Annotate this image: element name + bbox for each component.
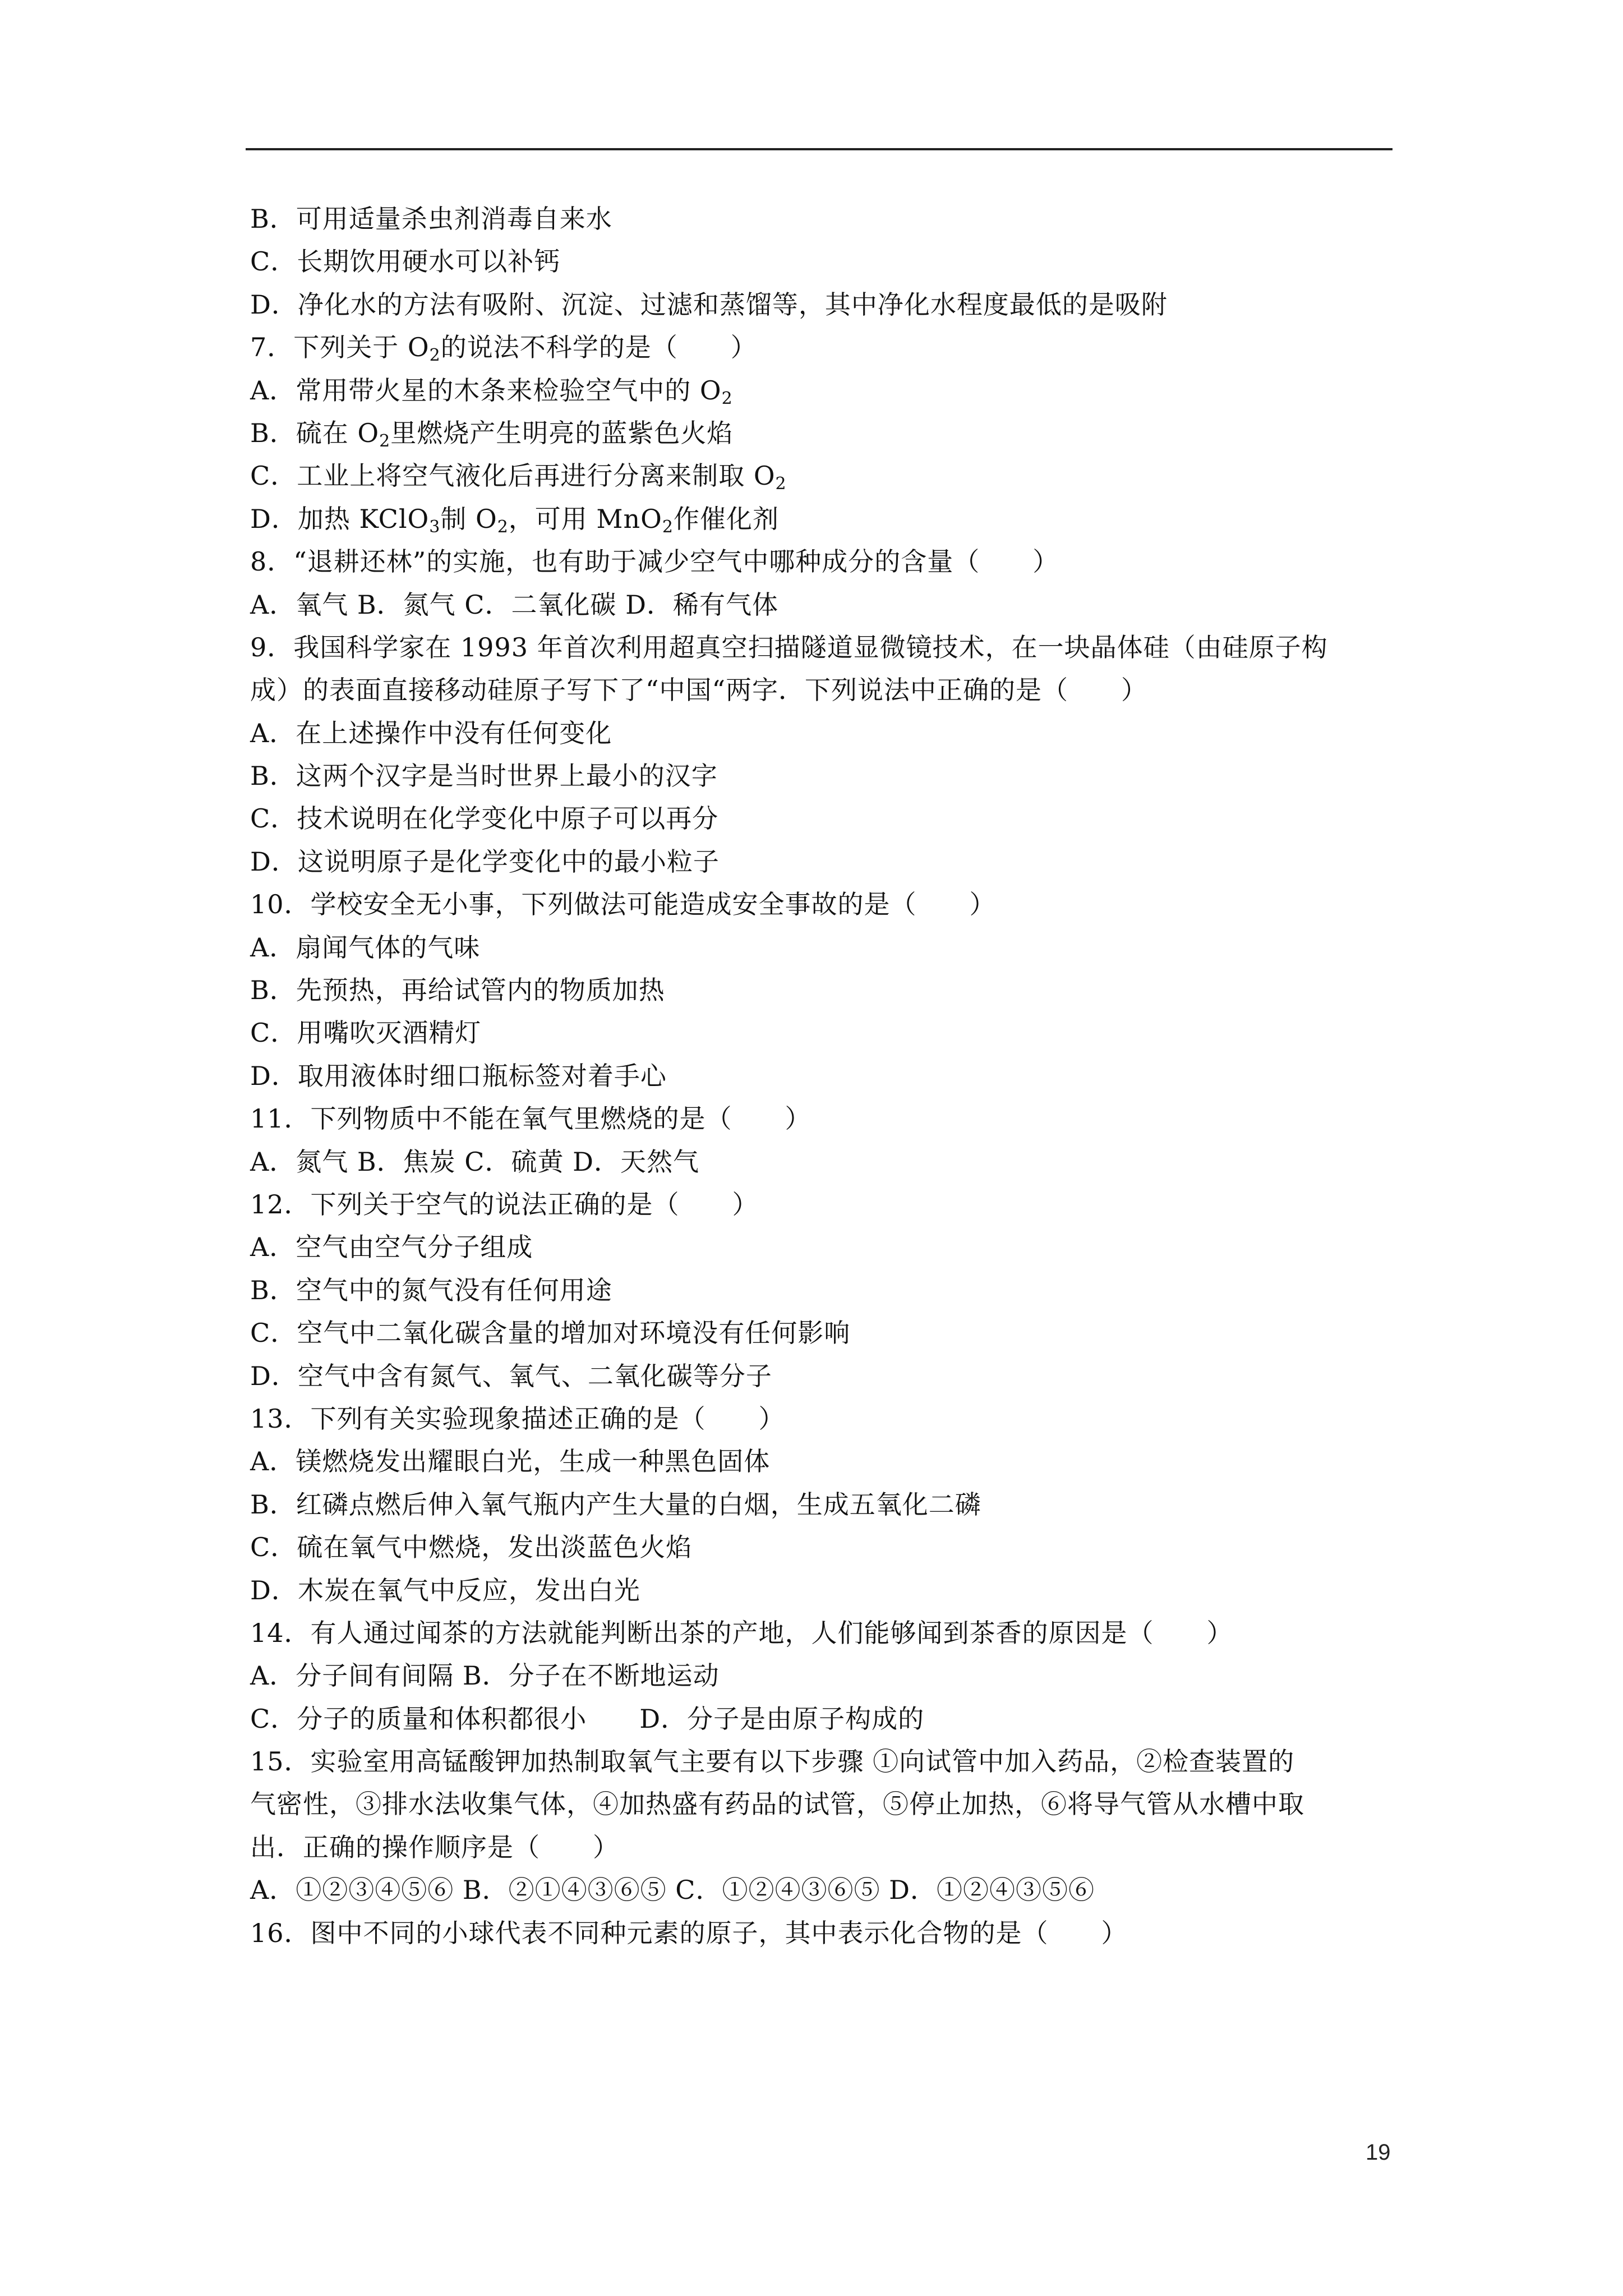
text-run: 9．我国科学家在 1993 年首次利用超真空扫描隧道显微镜技术，在一块晶体硅（由硅原子构 <box>250 632 1328 662</box>
page-number: 19 <box>1366 2140 1391 2165</box>
header-rule <box>246 148 1393 150</box>
subscript: 3 <box>429 517 441 537</box>
text-run: A．①②③④⑤⑥ B．②①④③⑥⑤ C．①②④③⑥⑤ D．①②④③⑤⑥ <box>250 1875 1095 1906</box>
text-run: D．加热 KClO <box>250 503 430 534</box>
text-line <box>250 1269 1394 1312</box>
text-line <box>250 926 1394 969</box>
subscript: 2 <box>721 388 733 408</box>
subscript: 2 <box>379 431 391 451</box>
text-run: 里燃烧产生明亮的蓝紫色火焰 <box>390 417 734 448</box>
text-run: C．用嘴吹灭酒精灯 <box>250 1018 482 1048</box>
text-line <box>250 669 1394 711</box>
text-run: 成）的表面直接移动硅原子写下了“中国“两字．下列说法中正确的是（ ） <box>250 675 1148 706</box>
text-line <box>250 1011 1394 1054</box>
text-line <box>250 1526 1394 1568</box>
text-line <box>250 754 1394 797</box>
text-run: B．可用适量杀虫剂消毒自来水 <box>250 204 612 234</box>
text-run: C．硫在氧气中燃烧，发出淡蓝色火焰 <box>250 1532 693 1563</box>
text-run: 8．“退耕还林”的实施，也有助于减少空气中哪种成分的含量（ ） <box>250 546 1059 577</box>
text-run: 13．下列有关实验现象描述正确的是（ ） <box>250 1403 785 1434</box>
text-run: A．镁燃烧发出耀眼白光，生成一种黑色固体 <box>250 1446 771 1477</box>
text-run: B．红磷点燃后伸入氧气瓶内产生大量的白烟，生成五氧化二磷 <box>250 1489 981 1520</box>
text-line <box>250 1183 1394 1226</box>
subscript: 2 <box>497 517 509 537</box>
text-line <box>250 797 1394 840</box>
text-run: C．空气中二氧化碳含量的增加对环境没有任何影响 <box>250 1318 851 1349</box>
text-line <box>250 1226 1394 1268</box>
text-line <box>250 712 1394 754</box>
text-run: D．取用液体时细口瓶标签对着手心 <box>250 1060 667 1091</box>
text-run: A．扇闻气体的气味 <box>250 932 481 963</box>
text-run: A．氮气 B．焦炭 C．硫黄 D．天然气 <box>250 1146 699 1177</box>
text-line <box>250 1569 1394 1612</box>
text-run: 15．实验室用高锰酸钾加热制取氧气主要有以下步骤 ①向试管中加入药品，②检查装置的 <box>250 1746 1295 1777</box>
text-line <box>250 1612 1394 1654</box>
text-run: B．这两个汉字是当时世界上最小的汉字 <box>250 761 718 792</box>
text-line <box>250 1783 1394 1825</box>
text-run: D．木炭在氧气中反应，发出白光 <box>250 1575 640 1605</box>
text-run: C．分子的质量和体积都很小 D．分子是由原子构成的 <box>250 1703 925 1734</box>
text-line <box>250 969 1394 1011</box>
text-run: C．技术说明在化学变化中原子可以再分 <box>250 803 719 834</box>
text-line <box>250 454 1394 497</box>
text-run: 16．图中不同的小球代表不同种元素的原子，其中表示化合物的是（ ） <box>250 1917 1128 1948</box>
text-line <box>250 1355 1394 1397</box>
text-run: 7．下列关于 O <box>250 332 430 363</box>
text-run: 14．有人通过闻茶的方法就能判断出茶的产地，人们能够闻到茶香的原因是（ ） <box>250 1617 1233 1648</box>
text-line <box>250 1740 1394 1783</box>
text-line <box>250 1912 1394 1954</box>
text-run: 制 O <box>440 503 497 534</box>
text-line <box>250 1097 1394 1140</box>
text-line <box>250 369 1394 412</box>
text-line <box>250 1826 1394 1869</box>
text-line <box>250 626 1394 669</box>
text-run: A．常用带火星的木条来检验空气中的 O <box>250 375 722 406</box>
text-line <box>250 840 1394 883</box>
text-line <box>250 540 1394 583</box>
text-line <box>250 1654 1394 1697</box>
subscript: 2 <box>662 517 674 537</box>
text-line <box>250 197 1394 240</box>
text-line <box>250 1697 1394 1740</box>
text-run: B．空气中的氮气没有任何用途 <box>250 1274 612 1305</box>
text-run: D．这说明原子是化学变化中的最小粒子 <box>250 846 720 877</box>
text-run: A．分子间有间隔 B．分子在不断地运动 <box>250 1660 720 1691</box>
subscript: 2 <box>775 474 787 494</box>
text-line <box>250 412 1394 454</box>
text-line <box>250 1440 1394 1483</box>
text-run: 的说法不科学的是（ ） <box>440 332 757 363</box>
text-run: ，可用 MnO <box>508 503 662 534</box>
text-line <box>250 1312 1394 1354</box>
text-run: C．工业上将空气液化后再进行分离来制取 O <box>250 461 776 491</box>
text-run: A．空气由空气分子组成 <box>250 1232 533 1263</box>
text-run: A．氧气 B．氮气 C．二氧化碳 D．稀有气体 <box>250 589 778 620</box>
text-line <box>250 326 1394 369</box>
text-run: 11．下列物质中不能在氧气里燃烧的是（ ） <box>250 1103 811 1134</box>
text-line <box>250 240 1394 283</box>
text-run: D．净化水的方法有吸附、沉淀、过滤和蒸馏等，其中净化水程度最低的是吸附 <box>250 289 1168 320</box>
text-run: B．硫在 O <box>250 417 380 448</box>
text-run: 出．正确的操作顺序是（ ） <box>250 1832 619 1862</box>
text-line <box>250 1140 1394 1183</box>
text-line <box>250 1483 1394 1526</box>
text-run: 12．下列关于空气的说法正确的是（ ） <box>250 1189 759 1220</box>
text-line <box>250 1055 1394 1097</box>
subscript: 2 <box>429 346 441 366</box>
text-run: 气密性，③排水法收集气体，④加热盛有药品的试管，⑤停止加热，⑥将导气管从水槽中取 <box>250 1789 1304 1820</box>
text-run: D．空气中含有氮气、氧气、二氧化碳等分子 <box>250 1360 772 1391</box>
text-run: 作催化剂 <box>673 503 779 534</box>
text-line <box>250 583 1394 626</box>
text-run: C．长期饮用硬水可以补钙 <box>250 246 561 277</box>
text-run: 10．学校安全无小事，下列做法可能造成安全事故的是（ ） <box>250 889 996 920</box>
text-line <box>250 883 1394 926</box>
text-line <box>250 283 1394 326</box>
text-line <box>250 1397 1394 1440</box>
text-run: A．在上述操作中没有任何变化 <box>250 717 612 748</box>
text-line <box>250 498 1394 540</box>
text-line <box>250 1869 1394 1911</box>
document-body <box>250 197 1394 1954</box>
text-run: B．先预热，再给试管内的物质加热 <box>250 975 665 1006</box>
